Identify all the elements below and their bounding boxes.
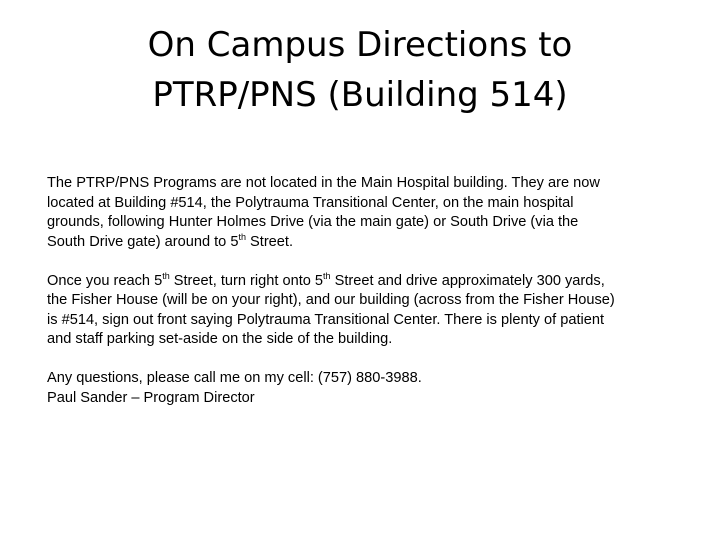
- paragraph-location-line-2: located at Building #514, the Polytrauma Transitional Center, on the main hospital: [47, 194, 574, 211]
- line-1-text-a: Once you reach 5: [47, 272, 163, 289]
- line-1-text-c: Street and drive approximately 300 yards,: [330, 272, 605, 289]
- line-4-text-b: Street.: [245, 233, 294, 250]
- paragraph-directions-line-3: is #514, sign out front saying Polytrauma Transitional Center. There is plenty of patient: [47, 311, 605, 328]
- title-line-1: On Campus Directions to: [147, 25, 573, 65]
- slide-body: [47, 174, 677, 428]
- title-line-2: PTRP/PNS (Building 514): [152, 75, 568, 115]
- paragraph-directions-line-2: the Fisher House (will be on your right), and our building (across from the Fisher House): [47, 292, 615, 308]
- line-4-text-a: South Drive gate) around to 5: [47, 233, 239, 250]
- contact-phone-line: Any questions, please call me on my cell: (757) 880-3988.: [47, 370, 422, 386]
- line-1-text-b: Street, turn right onto 5: [169, 272, 324, 289]
- contact-signature-line: Paul Sander – Program Director: [47, 389, 255, 406]
- ordinal-suffix: th: [238, 231, 246, 242]
- paragraph-directions: [47, 272, 677, 350]
- slide-title: [0, 20, 720, 120]
- ordinal-suffix: th: [162, 270, 170, 281]
- paragraph-location: [47, 174, 677, 252]
- paragraph-directions-line-4: and staff parking set-aside on the side of the building.: [47, 331, 393, 347]
- paragraph-location-line-4: [47, 233, 677, 253]
- paragraph-directions-line-1: [47, 272, 677, 292]
- paragraph-location-line-3: grounds, following Hunter Holmes Drive (via the main gate) or South Drive (via the: [47, 214, 579, 230]
- paragraph-contact: [47, 369, 677, 408]
- ordinal-suffix: th: [323, 270, 331, 281]
- paragraph-location-line-1: The PTRP/PNS Programs are not located in the Main Hospital building. They are now: [47, 175, 600, 191]
